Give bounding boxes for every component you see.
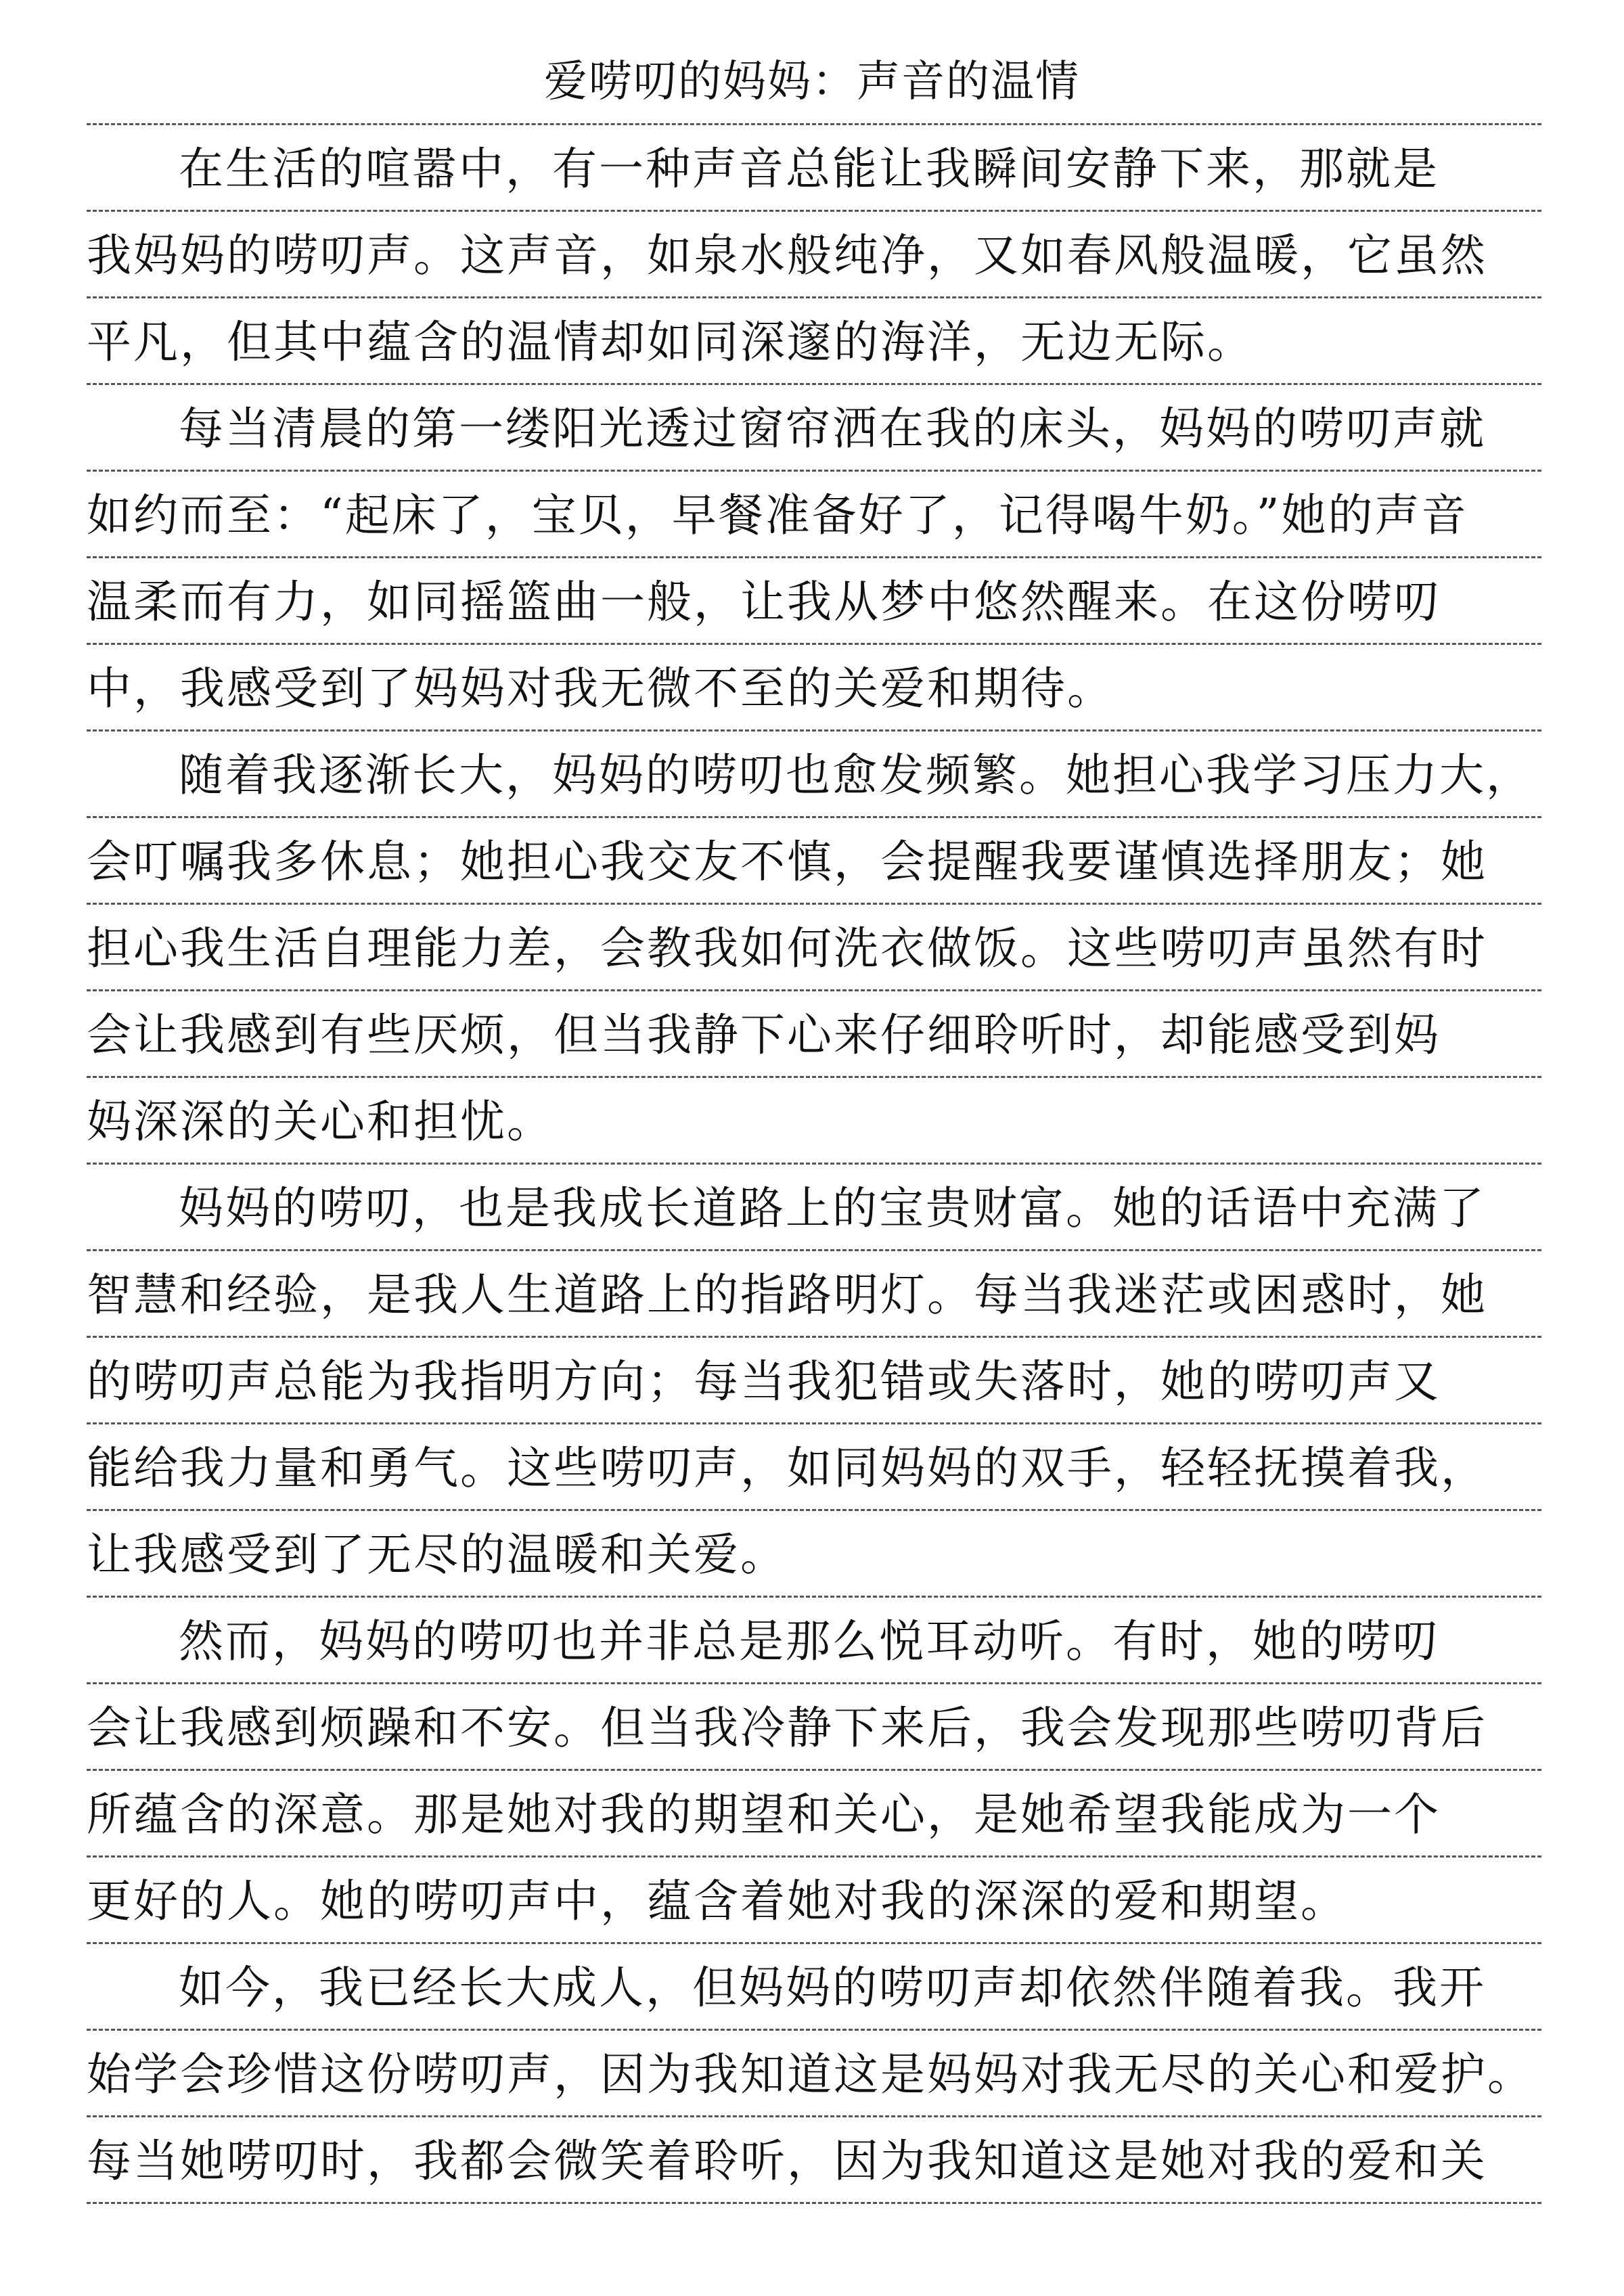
text-line: 随着我逐渐长大，妈妈的唠叨也愈发频繁。她担心我学习压力大， [179,749,1533,801]
ruled-line [87,1509,1541,1511]
ruled-line [87,1596,1541,1598]
text-line: 会让我感到有些厌烦，但当我静下心来仔细聆听时，却能感受到妈 [87,1009,1441,1061]
essay-title: 爱唠叨的妈妈：声音的温情 [544,57,1080,107]
text-line: 妈深深的关心和担忧。 [87,1096,554,1148]
text-line: 的唠叨声总能为我指明方向；每当我犯错或失落时，她的唠叨声又 [87,1355,1441,1408]
text-line: 能给我力量和勇气。这些唠叨声，如同妈妈的双手，轻轻抚摸着我， [87,1442,1487,1494]
ruled-line [87,1076,1541,1078]
ruled-line [87,1422,1541,1424]
text-line: 会叮嘱我多休息；她担心我交友不慎，会提醒我要谨慎选择朋友；她 [87,836,1487,888]
text-line: 然而，妈妈的唠叨也并非总是那么悦耳动听。有时，她的唠叨 [179,1615,1439,1667]
text-line: 在生活的喧嚣中，有一种声音总能让我瞬间安静下来，那就是 [179,143,1439,195]
ruled-line [87,1336,1541,1338]
text-line: 担心我生活自理能力差，会教我如何洗衣做饭。这些唠叨声虽然有时 [87,922,1487,974]
ruled-line [87,1855,1541,1858]
text-line: 温柔而有力，如同摇篮曲一般，让我从梦中悠然醒来。在这份唠叨 [87,576,1441,628]
text-line: 如今，我已经长大成人，但妈妈的唠叨声却依然伴随着我。我开 [179,1962,1486,2014]
ruled-line [87,903,1541,905]
ruled-line [87,123,1541,125]
ruled-line [87,556,1541,558]
ruled-line [87,2202,1541,2204]
ruled-line [87,1942,1541,1944]
ruled-line [87,1682,1541,1684]
text-line: 每当她唠叨时，我都会微笑着聆听，因为我知道这是她对我的爱和关 [87,2135,1487,2187]
text-line: 智慧和经验，是我人生道路上的指路明灯。每当我迷茫或困惑时，她 [87,1269,1487,1321]
text-line: 平凡，但其中蕴含的温情却如同深邃的海洋，无边无际。 [87,316,1254,368]
text-line: 更好的人。她的唠叨声中，蕴含着她对我的深深的爱和期望。 [87,1875,1347,1927]
text-line: 中，我感受到了妈妈对我无微不至的关爱和期待。 [87,662,1114,715]
ruled-line [87,2029,1541,2031]
ruled-line [87,296,1541,298]
text-line: 始学会珍惜这份唠叨声，因为我知道这是妈妈对我无尽的关心和爱护。 [87,2048,1534,2100]
ruled-line [87,470,1541,472]
ruled-line [87,1163,1541,1165]
text-line: 我妈妈的唠叨声。这声音，如泉水般纯净，又如春风般温暖，它虽然 [87,229,1487,282]
text-line: 妈妈的唠叨，也是我成长道路上的宝贵财富。她的话语中充满了 [179,1182,1486,1234]
ruled-line [87,989,1541,991]
ruled-line [87,210,1541,212]
text-line: 每当清晨的第一缕阳光透过窗帘洒在我的床头，妈妈的唠叨声就 [179,403,1486,455]
ruled-line [87,643,1541,645]
ruled-line [87,2115,1541,2117]
text-line: 如约而至：“起床了，宝贝，早餐准备好了，记得喝牛奶。”她的声音 [87,489,1468,541]
ruled-line [87,816,1541,818]
ruled-line [87,1249,1541,1251]
ruled-line [87,383,1541,385]
text-line: 所蕴含的深意。那是她对我的期望和关心，是她希望我能成为一个 [87,1788,1441,1841]
ruled-line [87,1769,1541,1771]
text-line: 让我感受到了无尽的温暖和关爱。 [87,1529,787,1581]
ruled-line [87,729,1541,731]
text-line: 会让我感到烦躁和不安。但当我冷静下来后，我会发现那些唠叨背后 [87,1702,1487,1754]
